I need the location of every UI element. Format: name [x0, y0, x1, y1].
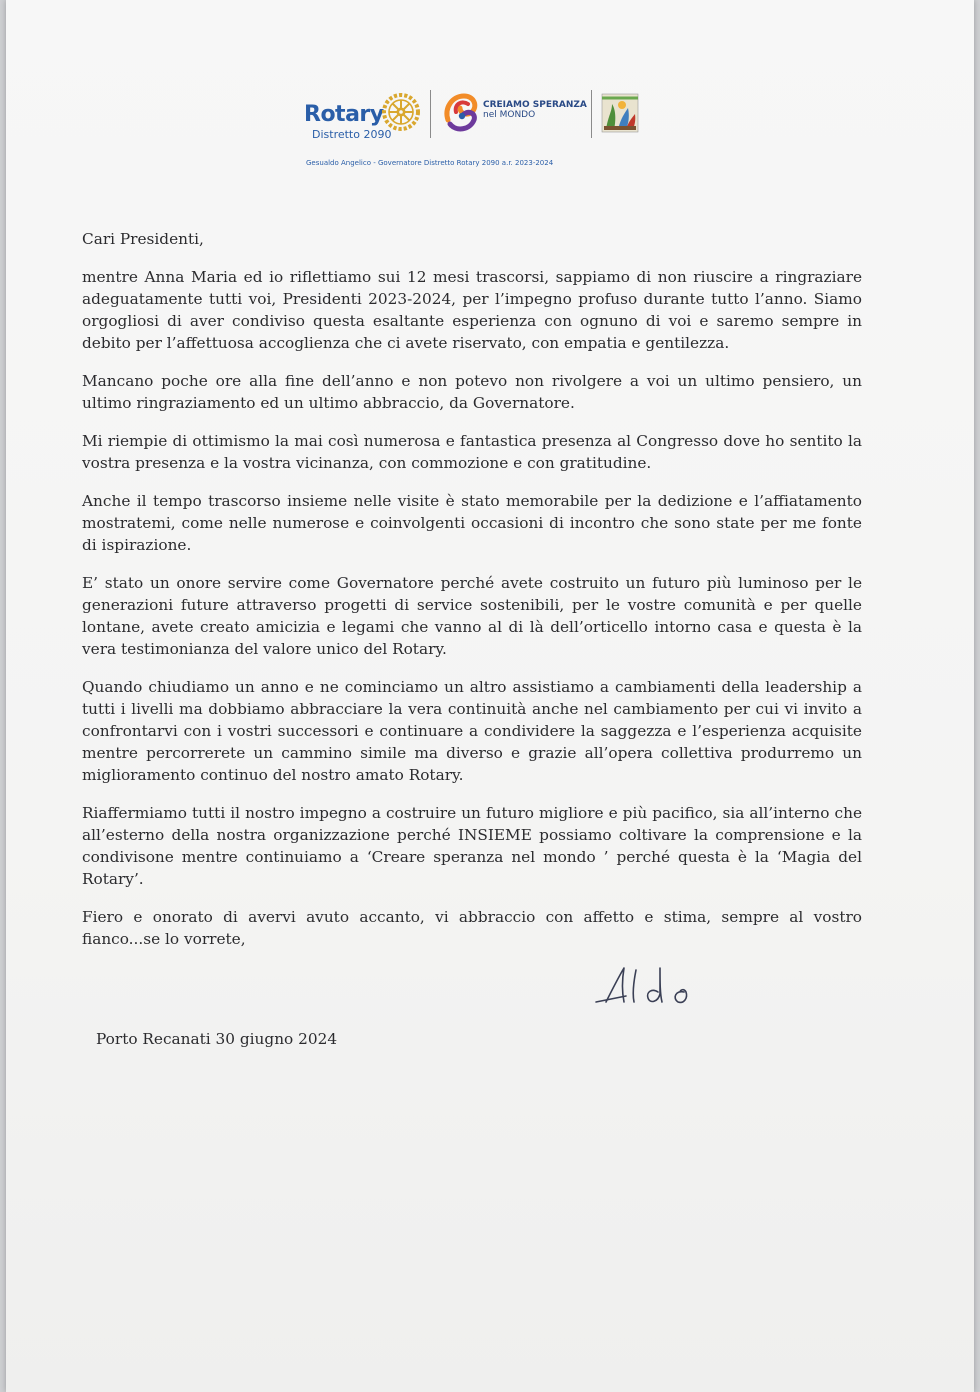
logo-divider — [591, 90, 592, 138]
paragraph-4: Anche il tempo trascorso insieme nelle visite è stato memorabile per la dedizione e l’affiatamento mostratemi, come nelle numerose e coinvolgenti occasioni di incontro che sono state per me fonte di ispirazione. — [82, 492, 862, 554]
paragraph-1: mentre Anna Maria ed io riflettiamo sui 12 mesi trascorsi, sappiamo di non riuscire a ringraziare adeguatamente tutti voi, Presidenti 2023-2024, per l’impegno profuso durante tutto l’anno. Siamo orgogliosi di aver condiviso questa esaltante esperienza con ognuno di voi e saremo sempre in debito per l’affettuosa accoglienza che ci avete riservato, con empatia e gentilezza. — [82, 268, 862, 352]
salutation: Cari Presidenti, — [82, 230, 204, 248]
letter-body — [82, 228, 862, 966]
paragraph-3: Mi riempie di ottimismo la mai così numerosa e fantastica presenza al Congresso dove ho sentito la vostra presenza e la vostra vicinanza, con commozione e con gratitudine. — [82, 432, 862, 472]
letterhead — [302, 86, 652, 146]
paragraph-8: Fiero e onorato di avervi avuto accanto, vi abbraccio con affetto e stima, sempre al vostro fianco...se lo vorrete, — [82, 908, 862, 948]
hope-swirl-icon — [442, 90, 480, 134]
letter-page — [6, 0, 974, 1392]
paragraph-6: Quando chiudiamo un anno e ne cominciamo un altro assistiamo a cambiamenti della leadership a tutti i livelli ma dobbiamo abbracciare la vera continuità anche nel cambiamento per cui vi invito a confrontarvi con i vostri successori e continuare a condividere la saggezza e l’esperienza acquisite mentre percorrerete un cammino simile ma diverso e grazie all’opera collettiva produrremo un miglioramento continuo del nostro amato Rotary. — [82, 678, 862, 784]
letterhead-subtitle: Gesualdo Angelico - Governatore Distretto Rotary 2090 a.r. 2023-2024 — [306, 159, 554, 167]
paragraph-7: Riaffermiamo tutti il nostro impegno a costruire un futuro migliore e più pacifico, sia all’interno che all’esterno della nostra organizzazione perché INSIEME possiamo coltivare la comprensione e la condivisone mentre continuiamo a ‘Creare speranza nel mondo ’ perché questa è la ‘Magia del Rotary’. — [82, 804, 862, 888]
rotary-wheel-icon — [381, 92, 421, 132]
paragraph-5: E’ stato un onore servire come Governatore perché avete costruito un futuro più luminoso per le generazioni future attraverso progetti di service sostenibili, per le vostre comunità e per quelle lontane, avete creato amicizia e legami che vanno al di là dell’orticello intorno casa e questa è la vera testimonianza del valore unico del Rotary. — [82, 574, 862, 658]
district-label: Distretto 2090 — [312, 128, 392, 141]
logo-divider — [430, 90, 431, 138]
congress-logo-icon — [598, 90, 642, 136]
rotary-wordmark: Rotary — [304, 102, 384, 127]
slogan-line-2: nel MONDO — [483, 110, 536, 120]
place-date: Porto Recanati 30 giugno 2024 — [96, 1030, 338, 1048]
slogan — [483, 100, 587, 120]
paragraph-2: Mancano poche ore alla fine dell’anno e non potevo non rivolgere a voi un ultimo pensiero, un ultimo ringraziamento ed un ultimo abbraccio, da Governatore. — [82, 372, 862, 412]
handwritten-signature — [592, 962, 712, 1012]
slogan-line-1: CREIAMO SPERANZA — [483, 100, 587, 110]
